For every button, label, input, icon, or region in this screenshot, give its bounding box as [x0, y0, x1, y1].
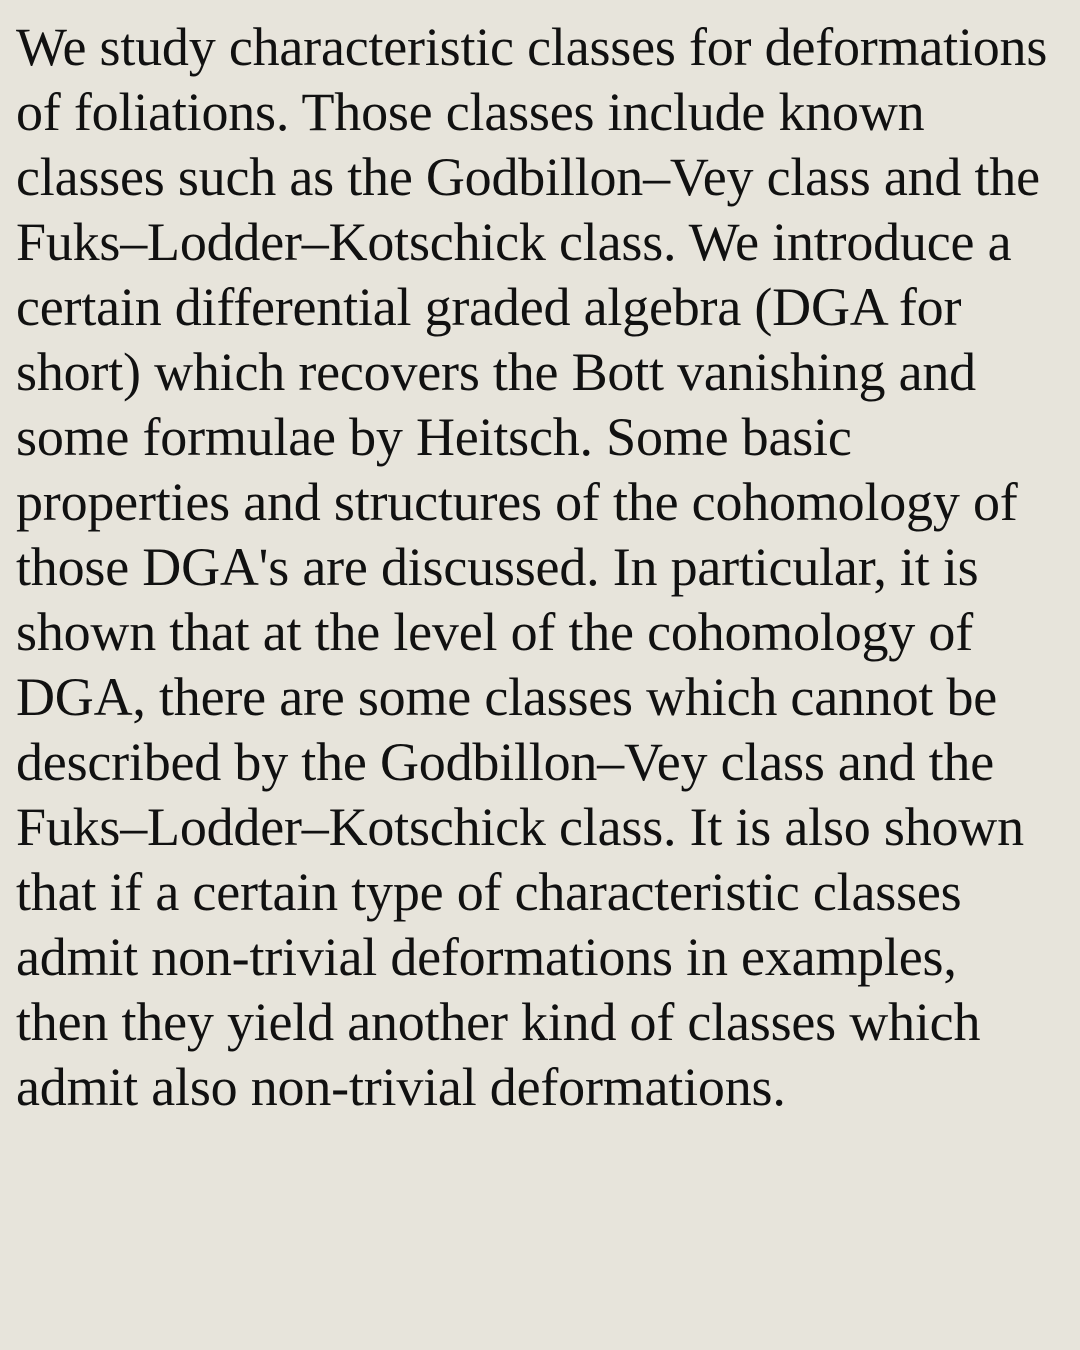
abstract-line-7: some formulae by Heitsch. Some basic	[16, 407, 852, 467]
abstract-line-11: DGA, there are some classes which cannot be	[16, 667, 998, 727]
abstract-line-2: of foliations. Those classes include known	[16, 82, 925, 142]
abstract-line-3: classes such as the Godbillon–Vey class and the	[16, 147, 1040, 207]
abstract-line-13: Fuks–Lodder–Kotschick class. It is also shown	[16, 797, 1024, 857]
abstract-line-5: certain differential graded algebra (DGA for	[16, 277, 962, 337]
abstract-line-14: that if a certain type of characteristic classes	[16, 862, 962, 922]
abstract-line-1: We study characteristic classes for deformations	[16, 17, 1048, 77]
abstract-line-9: those DGA's are discussed. In particular, it is	[16, 537, 979, 597]
abstract-line-16: then they yield another kind of classes which	[16, 992, 981, 1052]
abstract-line-4: Fuks–Lodder–Kotschick class. We introduce a	[16, 212, 1012, 272]
abstract-line-15: admit non-trivial deformations in examples,	[16, 927, 957, 987]
abstract-line-10: shown that at the level of the cohomology of	[16, 602, 973, 662]
abstract-line-17: admit also non-trivial deformations.	[16, 1057, 786, 1117]
abstract-line-12: described by the Godbillon–Vey class and the	[16, 732, 994, 792]
abstract-paragraph	[16, 15, 1064, 1120]
abstract-line-6: short) which recovers the Bott vanishing and	[16, 342, 976, 402]
abstract-line-8: properties and structures of the cohomology of	[16, 472, 1018, 532]
